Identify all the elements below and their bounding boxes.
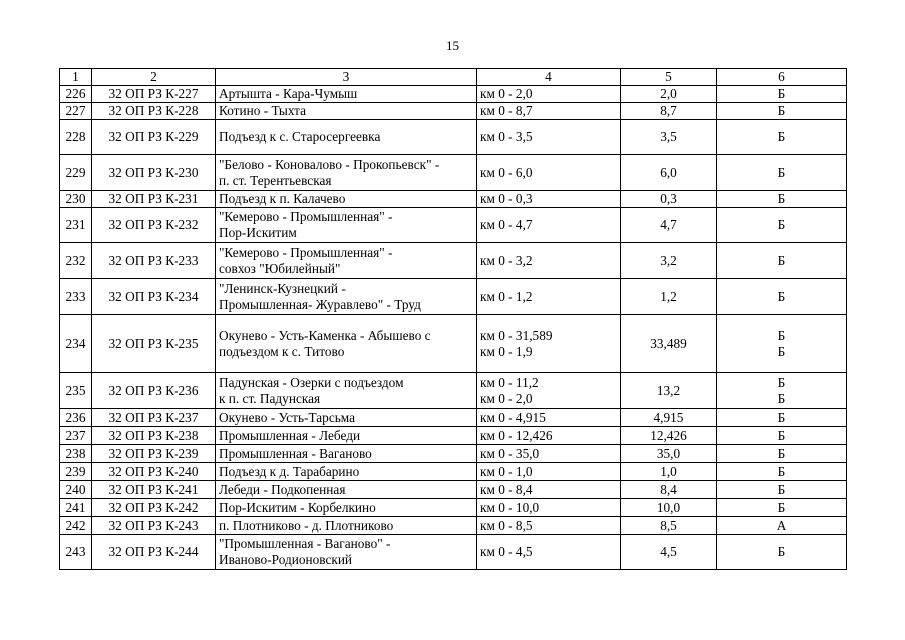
length-cell: 8,4	[621, 481, 717, 499]
category-cell	[717, 103, 847, 120]
category-cell	[717, 499, 847, 517]
length-cell: 3,5	[621, 120, 717, 155]
row-number-cell: 239	[60, 463, 92, 481]
row-number-cell: 234	[60, 315, 92, 373]
road-code-cell: 32 ОП РЗ К-241	[92, 481, 216, 499]
km-range-cell	[477, 155, 621, 191]
category-cell-line: Б	[777, 390, 786, 406]
category-cell-line: Б	[777, 327, 786, 343]
road-name-cell-line: подъездом к с. Титово	[219, 343, 345, 359]
table-row	[60, 120, 847, 155]
km-range-cell-line: км 0 - 4,915	[480, 409, 546, 425]
category-cell-line: Б	[777, 288, 786, 304]
road-code-cell: 32 ОП РЗ К-240	[92, 463, 216, 481]
road-code-cell: 32 ОП РЗ К-243	[92, 517, 216, 535]
category-cell	[717, 481, 847, 499]
km-range-cell-line: км 0 - 1,0	[480, 463, 533, 479]
row-number-cell: 240	[60, 481, 92, 499]
category-cell-line: Б	[777, 164, 786, 180]
table-row	[60, 191, 847, 208]
page-number: 15	[446, 38, 459, 53]
road-code-cell: 32 ОП РЗ К-239	[92, 445, 216, 463]
road-name-cell-line: Котино - Тыхта	[219, 103, 307, 118]
table-row	[60, 86, 847, 103]
km-range-cell	[477, 191, 621, 208]
road-name-cell-line: Подъезд к д. Тарабарино	[219, 463, 360, 479]
km-range-cell	[477, 243, 621, 279]
table-row	[60, 463, 847, 481]
category-cell	[717, 279, 847, 315]
km-range-cell-line: км 0 - 10,0	[480, 499, 540, 515]
road-name-cell	[216, 155, 477, 191]
category-cell-line: Б	[777, 544, 786, 559]
category-cell-line: Б	[777, 343, 786, 359]
road-name-cell-line: Подъезд к п. Калачево	[219, 191, 346, 206]
road-name-cell-line: к п. ст. Падунская	[219, 390, 321, 406]
road-code-cell: 32 ОП РЗ К-229	[92, 120, 216, 155]
category-cell	[717, 409, 847, 427]
km-range-cell-line: км 0 - 1,9	[480, 343, 533, 359]
km-range-cell-line: км 0 - 3,2	[480, 252, 533, 268]
road-code-cell: 32 ОП РЗ К-244	[92, 535, 216, 570]
category-cell	[717, 120, 847, 155]
road-name-cell	[216, 481, 477, 499]
category-cell-line: Б	[777, 463, 786, 479]
road-code-cell: 32 ОП РЗ К-237	[92, 409, 216, 427]
road-name-cell	[216, 499, 477, 517]
km-range-cell	[477, 499, 621, 517]
km-range-cell-line: км 0 - 35,0	[480, 445, 540, 461]
km-range-cell	[477, 445, 621, 463]
length-cell: 1,0	[621, 463, 717, 481]
length-cell: 2,0	[621, 86, 717, 103]
km-range-cell	[477, 120, 621, 155]
road-name-cell-line: п. Плотниково - д. Плотниково	[219, 517, 394, 533]
road-name-cell	[216, 243, 477, 279]
table-row	[60, 208, 847, 243]
length-cell: 13,2	[621, 373, 717, 409]
row-number-cell: 241	[60, 499, 92, 517]
road-name-cell-line: Лебеди - Подкопенная	[219, 481, 346, 497]
road-name-cell-line: Артышта - Кара-Чумыш	[219, 86, 358, 101]
length-cell: 3,2	[621, 243, 717, 279]
km-range-cell-line: км 0 - 12,426	[480, 427, 553, 443]
km-range-cell	[477, 535, 621, 570]
category-cell	[717, 373, 847, 409]
row-number-cell: 231	[60, 208, 92, 243]
row-number-cell: 235	[60, 373, 92, 409]
category-cell	[717, 535, 847, 570]
column-header-1: 1	[60, 69, 92, 86]
row-number-cell: 229	[60, 155, 92, 191]
road-name-cell	[216, 191, 477, 208]
category-cell-line: Б	[777, 499, 786, 515]
road-name-cell	[216, 409, 477, 427]
table-row	[60, 279, 847, 315]
row-number-cell: 242	[60, 517, 92, 535]
road-code-cell: 32 ОП РЗ К-242	[92, 499, 216, 517]
row-number-cell: 237	[60, 427, 92, 445]
length-cell: 33,489	[621, 315, 717, 373]
road-name-cell-line: п. ст. Терентьевская	[219, 172, 332, 188]
road-name-cell-line: "Белово - Коновалово - Прокопьевск" -	[219, 156, 440, 172]
km-range-cell-line: км 0 - 11,2	[480, 374, 539, 390]
road-name-cell-line: "Кемерово - Промышленная" -	[219, 244, 393, 260]
road-name-cell	[216, 373, 477, 409]
road-name-cell-line: Промышленная- Журавлево" - Труд	[219, 296, 421, 312]
category-cell-line: Б	[777, 191, 786, 206]
km-range-cell-line: км 0 - 0,3	[480, 191, 533, 206]
table-row	[60, 409, 847, 427]
category-cell	[717, 191, 847, 208]
km-range-cell-line: км 0 - 4,7	[480, 217, 533, 232]
length-cell: 4,7	[621, 208, 717, 243]
category-cell-line: Б	[777, 103, 786, 118]
length-cell: 1,2	[621, 279, 717, 315]
road-name-cell	[216, 517, 477, 535]
road-code-cell: 32 ОП РЗ К-232	[92, 208, 216, 243]
roads-table	[59, 68, 847, 570]
category-cell-line: А	[776, 517, 787, 533]
road-name-cell-line: Подъезд к с. Старосергеевка	[219, 129, 381, 144]
road-code-cell: 32 ОП РЗ К-233	[92, 243, 216, 279]
table-row	[60, 445, 847, 463]
road-code-cell: 32 ОП РЗ К-234	[92, 279, 216, 315]
km-range-cell-line: км 0 - 2,0	[480, 86, 533, 101]
km-range-cell-line: км 0 - 2,0	[480, 390, 533, 406]
km-range-cell-line: км 0 - 1,2	[480, 288, 533, 304]
table-row	[60, 499, 847, 517]
length-cell: 6,0	[621, 155, 717, 191]
table-row	[60, 427, 847, 445]
road-name-cell	[216, 103, 477, 120]
row-number-cell: 233	[60, 279, 92, 315]
road-name-cell-line: Иваново-Родионовский	[219, 552, 353, 567]
road-name-cell-line: "Промышленная - Ваганово" -	[219, 536, 391, 551]
road-code-cell: 32 ОП РЗ К-236	[92, 373, 216, 409]
table-row	[60, 517, 847, 535]
road-code-cell: 32 ОП РЗ К-230	[92, 155, 216, 191]
length-cell: 0,3	[621, 191, 717, 208]
column-header-4: 4	[477, 69, 621, 86]
km-range-cell-line: км 0 - 8,4	[480, 481, 533, 497]
road-name-cell-line: "Кемерово - Промышленная" -	[219, 209, 393, 224]
category-cell	[717, 463, 847, 481]
road-code-cell: 32 ОП РЗ К-227	[92, 86, 216, 103]
km-range-cell	[477, 463, 621, 481]
row-number-cell: 226	[60, 86, 92, 103]
km-range-cell	[477, 103, 621, 120]
table-row	[60, 535, 847, 570]
category-cell	[717, 86, 847, 103]
road-code-cell: 32 ОП РЗ К-238	[92, 427, 216, 445]
category-cell	[717, 315, 847, 373]
column-header-6: 6	[717, 69, 847, 86]
road-name-cell	[216, 535, 477, 570]
row-number-cell: 232	[60, 243, 92, 279]
category-cell-line: Б	[777, 217, 786, 232]
length-cell: 8,7	[621, 103, 717, 120]
km-range-cell	[477, 427, 621, 445]
km-range-cell-line: км 0 - 31,589	[480, 327, 553, 343]
road-name-cell	[216, 427, 477, 445]
km-range-cell	[477, 517, 621, 535]
road-name-cell-line: "Ленинск-Кузнецкий -	[219, 280, 346, 296]
category-cell	[717, 445, 847, 463]
row-number-cell: 227	[60, 103, 92, 120]
category-cell	[717, 427, 847, 445]
row-number-cell: 228	[60, 120, 92, 155]
category-cell-line: Б	[777, 86, 786, 101]
column-header-2: 2	[92, 69, 216, 86]
table-row	[60, 481, 847, 499]
category-cell-line: Б	[777, 129, 786, 144]
road-code-cell: 32 ОП РЗ К-228	[92, 103, 216, 120]
length-cell: 12,426	[621, 427, 717, 445]
road-name-cell	[216, 463, 477, 481]
road-name-cell	[216, 315, 477, 373]
table-body	[60, 86, 847, 570]
column-header-3: 3	[216, 69, 477, 86]
length-cell: 4,5	[621, 535, 717, 570]
km-range-cell	[477, 373, 621, 409]
category-cell	[717, 243, 847, 279]
road-name-cell-line: Окунево - Усть-Тарсьма	[219, 409, 356, 425]
table-row	[60, 315, 847, 373]
category-cell-line: Б	[777, 481, 786, 497]
road-code-cell: 32 ОП РЗ К-235	[92, 315, 216, 373]
km-range-cell	[477, 409, 621, 427]
road-name-cell-line: Пор-Искитим - Корбелкино	[219, 499, 376, 515]
category-cell-line: Б	[777, 409, 786, 425]
km-range-cell	[477, 86, 621, 103]
km-range-cell	[477, 481, 621, 499]
row-number-cell: 238	[60, 445, 92, 463]
km-range-cell-line: км 0 - 8,7	[480, 103, 533, 118]
road-name-cell	[216, 86, 477, 103]
km-range-cell	[477, 279, 621, 315]
table-row	[60, 243, 847, 279]
road-name-cell-line: Промышленная - Ваганово	[219, 445, 372, 461]
row-number-cell: 243	[60, 535, 92, 570]
km-range-cell-line: км 0 - 8,5	[480, 517, 533, 533]
category-cell	[717, 208, 847, 243]
table-row	[60, 373, 847, 409]
road-name-cell	[216, 208, 477, 243]
row-number-cell: 236	[60, 409, 92, 427]
category-cell	[717, 155, 847, 191]
row-number-cell: 230	[60, 191, 92, 208]
road-name-cell-line: Падунская - Озерки с подъездом	[219, 374, 404, 390]
category-cell	[717, 517, 847, 535]
category-cell-line: Б	[777, 427, 786, 443]
road-name-cell	[216, 279, 477, 315]
road-name-cell-line: Окунево - Усть-Каменка - Абышево с	[219, 327, 431, 343]
table-row	[60, 155, 847, 191]
road-name-cell-line: Промышленная - Лебеди	[219, 427, 361, 443]
length-cell: 10,0	[621, 499, 717, 517]
length-cell: 8,5	[621, 517, 717, 535]
road-name-cell-line: совхоз "Юбилейный"	[219, 260, 341, 276]
category-cell-line: Б	[777, 445, 786, 461]
road-name-cell	[216, 445, 477, 463]
column-header-5: 5	[621, 69, 717, 86]
road-name-cell	[216, 120, 477, 155]
km-range-cell-line: км 0 - 3,5	[480, 129, 533, 144]
km-range-cell-line: км 0 - 4,5	[480, 544, 533, 559]
road-code-cell: 32 ОП РЗ К-231	[92, 191, 216, 208]
length-cell: 35,0	[621, 445, 717, 463]
road-name-cell-line: Пор-Искитим	[219, 225, 297, 240]
category-cell-line: Б	[777, 252, 786, 268]
km-range-cell-line: км 0 - 6,0	[480, 164, 533, 180]
category-cell-line: Б	[777, 374, 786, 390]
length-cell: 4,915	[621, 409, 717, 427]
table-row	[60, 103, 847, 120]
km-range-cell	[477, 315, 621, 373]
header-row	[60, 69, 847, 86]
km-range-cell	[477, 208, 621, 243]
